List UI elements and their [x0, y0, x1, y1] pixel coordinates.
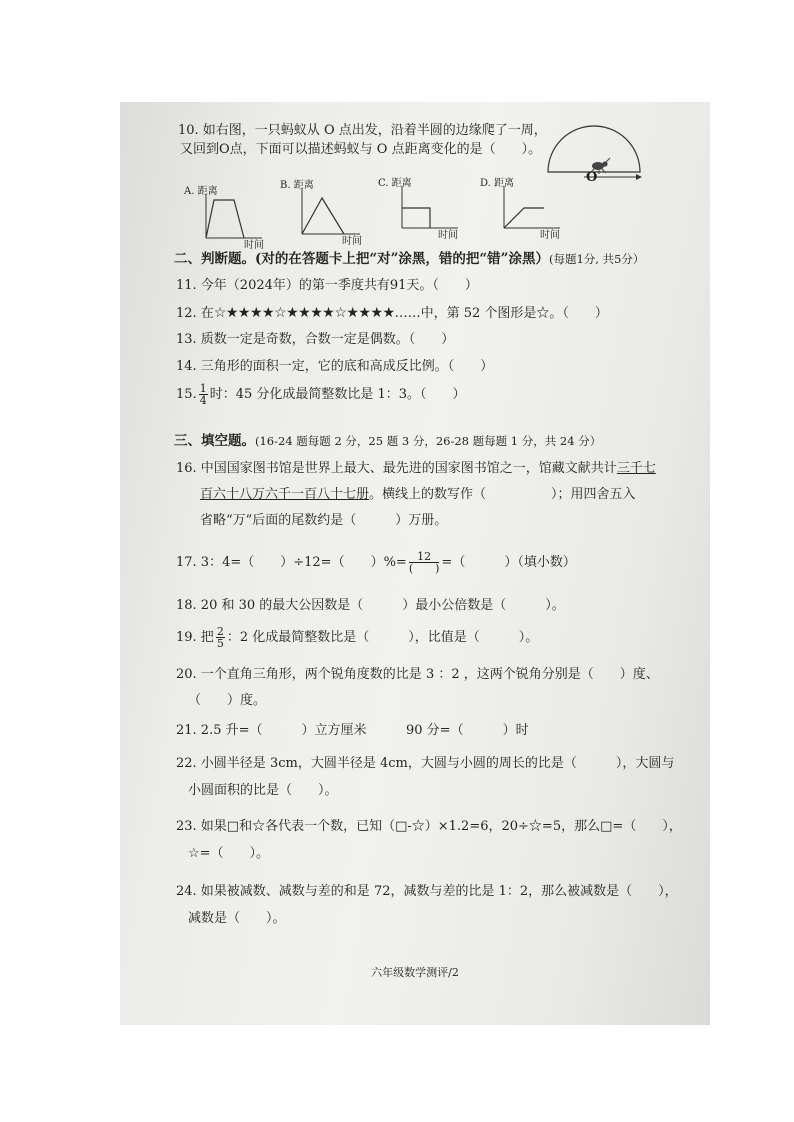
- option-d-letter: D.: [480, 178, 491, 189]
- q15: [176, 382, 466, 408]
- exam-photo: [120, 102, 710, 1025]
- q16-l1-text: 16. 中国国家图书馆是世界上最大、最先进的国家图书馆之一，馆藏文献共计: [176, 461, 617, 476]
- q20-line1: 20. 一个直角三角形，两个锐角度数的比是 3 ：2 ，这两个锐角分别是（ ）度、: [176, 667, 659, 682]
- option-a-xlabel: 时间: [244, 240, 264, 251]
- q24-line1: 24. 如果被减数、减数与差的和是 72，减数与差的比是 1：2，那么被减数是（ ），: [176, 884, 678, 899]
- option-d-xlabel: 时间: [540, 230, 560, 241]
- q19-frac-num: 2: [216, 625, 224, 638]
- q16-line1: [176, 460, 656, 478]
- q21-part-b: 90 分=（ ）时: [406, 723, 529, 738]
- option-c-letter: C.: [378, 178, 389, 189]
- option-d-ylabel: 距离: [494, 178, 515, 189]
- section3-title: 三、填空题。: [174, 433, 255, 449]
- q11: 11. 今年（2024年）的第一季度共有91天。（ ）: [176, 278, 478, 293]
- option-b-letter: B.: [280, 180, 291, 191]
- q20-line2: （ ）度。: [188, 693, 267, 708]
- q19-frac-den: 5: [216, 637, 224, 650]
- option-a-letter: A.: [184, 186, 195, 197]
- exam-page: [120, 102, 710, 1025]
- point-o-label: O: [586, 170, 598, 185]
- q15-fraction: [199, 383, 208, 406]
- q17-text-a: 17. 3：4=（ ）÷12=（ ）%=: [176, 555, 407, 570]
- option-b-graph: [300, 188, 362, 238]
- q17-fraction: [409, 551, 440, 574]
- q19-text-b: ：2 化成最简整数比是（ ），比值是（ ）。: [226, 630, 539, 645]
- q17-frac-den: ( ): [408, 562, 440, 575]
- q23-line1: 23. 如果□和☆各代表一个数，已知（□-☆）×1.2=6，20÷☆=5，那么□=（ ），: [176, 819, 682, 834]
- q18: 18. 20 和 30 的最大公因数是（ ）最小公倍数是（ ）。: [176, 598, 565, 613]
- option-b-xlabel: 时间: [342, 236, 362, 247]
- section3-header: [174, 432, 601, 451]
- q12-suffix: ……中，第 52 个图形是☆。（ ）: [394, 306, 608, 321]
- section2-note: (每题1分, 共5分）: [548, 252, 645, 266]
- q14: 14. 三角形的面积一定，它的底和高成反比例。（ ）: [176, 359, 494, 374]
- q12-prefix: 12. 在: [176, 306, 214, 321]
- q19-text-a: 19. 把: [176, 630, 214, 645]
- q16-line3: 省略“万”后面的尾数约是（ ）万册。: [200, 513, 448, 528]
- option-b-ylabel: 距离: [293, 180, 314, 191]
- q21-text-a: 21. 2.5 升=（ ）立方厘米: [176, 723, 367, 738]
- q22-line2: 小圆面积的比是（ ）。: [188, 783, 338, 798]
- q23-line2: ☆=（ ）。: [188, 846, 270, 861]
- q10-line2: 又回到O点，下面可以描述蚂蚁与 O 点距离变化的是（ ）。: [180, 142, 542, 157]
- q15-number: 15.: [176, 387, 197, 402]
- q22-line1: 22. 小圆半径是 3cm，大圆半径是 4cm，大圆与小圆的周长的比是（ ），大圆与: [176, 756, 675, 771]
- q12-stars: ☆★★★★☆★★★★☆★★★★: [213, 305, 395, 321]
- q15-frac-den: 4: [199, 394, 207, 407]
- q13: 13. 质数一定是奇数，合数一定是偶数。（ ）: [176, 332, 455, 347]
- q17: [176, 550, 576, 576]
- q15-text: 时：45 分化成最简整数比是 1：3。（ ）: [209, 387, 466, 402]
- q15-frac-num: 1: [199, 382, 207, 395]
- page-footer: 六年级数学测评/2: [371, 966, 459, 979]
- section3-note: (16-24 题每题 2 分，25 题 3 分，26-28 题每题 1 分，共 24 分）: [255, 434, 602, 448]
- q16-l1-underlined: 三千七: [616, 461, 656, 476]
- q17-frac-num: 12: [409, 551, 440, 563]
- option-a-ylabel: 距离: [197, 186, 218, 197]
- q10-line1: 10. 如右图，一只蚂蚁从 O 点出发，沿着半圆的边缘爬了一周，: [178, 123, 547, 138]
- q24-line2: 减数是（ ）。: [188, 911, 286, 926]
- q12: [176, 304, 608, 323]
- section2-header: [174, 250, 644, 269]
- option-c-xlabel: 时间: [438, 230, 458, 241]
- q16-l2-underlined: 百六十八万六千一百八十七册: [200, 487, 370, 502]
- q16-l2-text: 。横线上的数写作（ ）；用四舍五入: [369, 487, 636, 502]
- q17-text-b: =（ ）（填小数）: [441, 555, 576, 570]
- q19-fraction: [216, 626, 225, 649]
- section2-title: 二、判断题。(对的在答题卡上把“对”涂黑，错的把“错”涂黑）: [174, 251, 549, 267]
- option-c-ylabel: 距离: [391, 178, 412, 189]
- option-a-graph: [204, 194, 264, 242]
- q21: [176, 722, 367, 740]
- q16-line2: [200, 486, 636, 504]
- q19: [176, 625, 538, 651]
